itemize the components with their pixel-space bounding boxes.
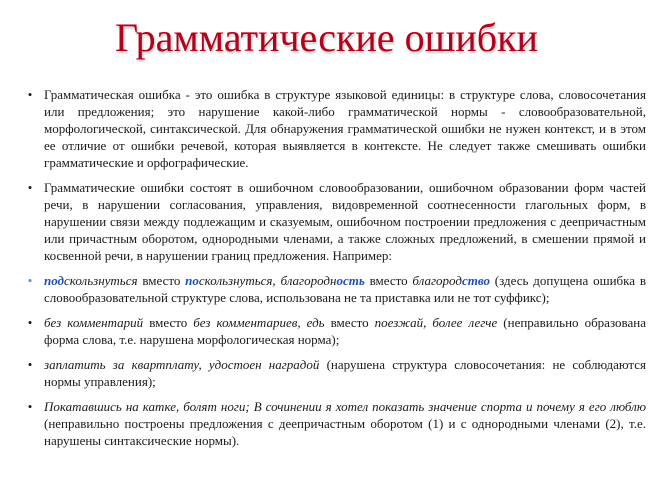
example-word: благород (412, 273, 462, 288)
example-phrase: заплатить за квартплату, удостоен наградой (44, 357, 320, 372)
bullet-example-morphology (22, 314, 646, 348)
explanation-text: (неправильно построены предложения с деепричастным оборотом (1) и с однородными членами (2), т.е. нарушены синтаксические нормы). (44, 416, 646, 448)
text: вместо (143, 315, 194, 330)
bullet-list (22, 86, 646, 457)
bullet-dot: • (27, 180, 33, 195)
bullet-dot: • (27, 87, 33, 102)
bullet-example-government (22, 356, 646, 390)
bullet-example-syntax (22, 398, 646, 449)
explanation-text: (неправильно образована форма слова, т.е. нарушена морфологическая норма); (44, 315, 646, 347)
paragraph-text: Грамматические ошибки состоят в ошибочном словообразовании, ошибочном образовании форм частей речи, в нарушении согласования, управления, видовременной соотнесенности глагольных форм, в нарушении связи между подлежащим и сказуемым, ошибочном построении предложения с деепричастным или причастным оборотом, однородными членами, а также сложных предложений, в смешении прямой и косвенной речи, в нарушении границ предложения. Например: (44, 180, 646, 263)
bullet-dot: • (27, 399, 33, 414)
example-word: скользнуться, благородн (198, 273, 337, 288)
bullet-example-word-formation (22, 272, 646, 306)
bullet-dot: • (27, 315, 33, 330)
example-phrase: поезжай, более легче (374, 315, 498, 330)
example-phrase: Покатавшись на катке, болят ноги; В сочинении я хотел показать значение спорта и почему я его люблю (44, 399, 646, 414)
example-correct-prefix: по (185, 273, 199, 288)
example-wrong-prefix: под (44, 273, 65, 288)
example-wrong-suffix: ость (336, 273, 365, 288)
explanation-text: (здесь допущена ошибка в словообразовательной структуре слова, использована не та приставка или не тот суффикс); (44, 273, 646, 305)
bullet-definition (22, 86, 646, 171)
bullet-types (22, 179, 646, 264)
text: вместо (364, 273, 413, 288)
bullet-dot: • (27, 273, 33, 288)
example-phrase: без комментарий (44, 315, 144, 330)
slide-title: Грамматические ошибки (115, 15, 538, 60)
paragraph-text: Грамматическая ошибка - это ошибка в структуре языковой единицы: в структуре слова, словосочетания или предложения; это нарушение какой-либо грамматической нормы - словообразовательной, морфологической, синтаксической. Для обнаружения грамматической ошибки не нужен контекст, и в этом ее отличие от ошибки речевой, которая выявляется в контексте. Не следует также смешивать ошибки грамматические и орфографические. (44, 87, 646, 170)
example-correct-suffix: ство (461, 273, 490, 288)
text: вместо (137, 273, 186, 288)
example-word: скользнуться (64, 273, 138, 288)
example-phrase: без комментариев, едь (193, 315, 325, 330)
explanation-text: (нарушена структура словосочетания: не соблюдаются нормы управления); (44, 357, 646, 389)
bullet-dot: • (27, 357, 33, 372)
text: вместо (324, 315, 375, 330)
